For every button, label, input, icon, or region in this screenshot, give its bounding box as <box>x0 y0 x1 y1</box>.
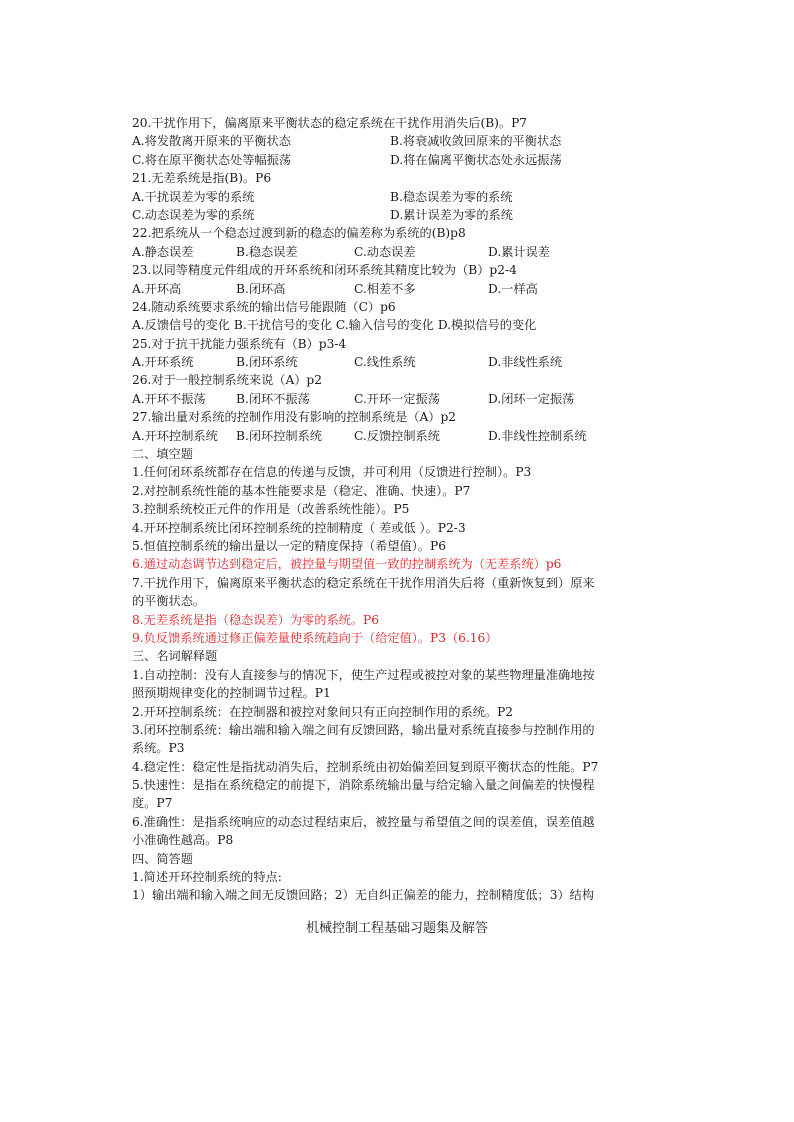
text-line: 6.通过动态调节达到稳定后，被控量与期望值一致的控制系统为（无差系统）p6 <box>132 557 562 572</box>
text-line: 7.干扰作用下，偏离原来平衡状态的稳定系统在干扰作用消失后将（重新恢复到）原来 <box>132 575 595 590</box>
text-line <box>132 151 660 169</box>
text-line: 26.对于一般控制系统来说（A）p2 <box>132 373 322 388</box>
option-item: A.干扰误差为零的系统 <box>132 189 255 204</box>
text-line: 的平衡状态。 <box>132 594 206 609</box>
text-line: 3.控制系统校正元件的作用是（改善系统性能）。P5 <box>132 502 410 517</box>
text-line: 24.随动系统要求系统的输出信号能跟随（C）p6 <box>132 299 396 314</box>
text-line: 1）输出端和输入端之间无反馈回路；2）无自纠正偏差的能力，控制精度低；3）结构 <box>132 888 595 903</box>
option-item: D.闭环一定振荡 <box>488 391 575 406</box>
option-item: B.稳态误差为零的系统 <box>390 189 513 204</box>
text-line: 25.对于抗干扰能力强系统有（B）p3-4 <box>132 336 347 351</box>
text-line <box>132 188 660 206</box>
text-line: 4.稳定性：稳定性是指扰动消失后，控制系统由初始偏差回复到原平衡状态的性能。P7 <box>132 759 599 774</box>
option-item: A.开环不振荡 <box>132 391 206 406</box>
option-item: D.累计误差为零的系统 <box>390 207 513 222</box>
text-line <box>132 243 660 261</box>
text-line: 22.把系统从一个稳态过渡到新的稳态的偏差称为系统的(B)p8 <box>132 226 466 241</box>
text-line <box>132 206 660 224</box>
option-item: A.静态误差 <box>132 244 194 259</box>
text-line: 1.任何闭环系统都存在信息的传递与反馈，并可利用（反馈进行控制）。P3 <box>132 465 532 480</box>
option-item: B.稳态误差 <box>236 244 298 259</box>
text-line <box>132 390 660 408</box>
text-line: 9.负反馈系统通过修正偏差量使系统趋向于（给定值）。P3（6.16） <box>132 630 498 645</box>
option-item: B.闭环控制系统 <box>236 428 322 443</box>
document-title: 机械控制工程基础习题集及解答 <box>305 921 488 936</box>
option-item: D.非线性控制系统 <box>488 428 587 443</box>
option-item: C.反馈控制系统 <box>354 428 440 443</box>
option-item: D.非线性系统 <box>488 355 563 370</box>
text-line: 20.干扰作用下，偏离原来平衡状态的稳定系统在干扰作用消失后(B)。P7 <box>132 116 528 130</box>
text-line: 度。P7 <box>132 796 173 811</box>
option-item: A.将发散离开原来的平衡状态 <box>132 134 291 149</box>
text-line: 二、填空题 <box>132 447 193 462</box>
text-line: 21.无差系统是指(B)。P6 <box>132 171 272 186</box>
option-item: D.累计误差 <box>488 244 550 259</box>
option-item: B.闭环不振荡 <box>236 391 310 406</box>
option-item: B.闭环系统 <box>236 355 298 370</box>
option-item: D.一样高 <box>488 281 538 296</box>
option-item: D.将在偏离平衡状态处永远振荡 <box>390 152 562 167</box>
text-line: 小准确性越高。P8 <box>132 833 234 848</box>
text-line: 三、名词解释题 <box>132 649 218 664</box>
option-item: A.开环控制系统 <box>132 428 218 443</box>
text-line: 3.闭环控制系统：输出端和输入端之间有反馈回路，输出量对系统直接参与控制作用的 <box>132 722 595 737</box>
text-line <box>132 427 660 445</box>
text-line <box>132 280 660 298</box>
text-line: 5.恒值控制系统的输出量以一定的精度保持（希望值）。P6 <box>132 538 446 553</box>
option-item: C.相差不多 <box>354 281 416 296</box>
option-item: C.开环一定振荡 <box>354 391 440 406</box>
option-item: B.闭环高 <box>236 281 286 296</box>
option-item: C.动态误差为零的系统 <box>132 207 255 222</box>
text-line: 1.简述开环控制系统的特点: <box>132 870 282 885</box>
text-line: 8.无差系统是指（稳态误差）为零的系统。P6 <box>132 612 379 627</box>
text-line: 照预期规律变化的控制调节过程。P1 <box>132 686 331 701</box>
text-line: 4.开环控制系统比闭环控制系统的控制精度（ 差或低 ）。P2-3 <box>132 520 466 535</box>
text-line: 1.自动控制：没有人直接参与的情况下，使生产过程或被控对象的某些物理量准确地按 <box>132 667 595 682</box>
text-line: 27.输出量对系统的控制作用没有影响的控制系统是（A）p2 <box>132 410 457 425</box>
text-line: 2.开环控制系统：在控制器和被控对象间只有正向控制作用的系统。P2 <box>132 704 514 719</box>
option-item: A.开环系统 <box>132 355 194 370</box>
text-line: 6.准确性：是指系统响应的动态过程结束后，被控量与希望值之间的误差值，误差值越 <box>132 814 595 829</box>
text-line: 系统。P3 <box>132 741 185 756</box>
option-item: C.线性系统 <box>354 355 416 370</box>
text-line: 5.快速性：是指在系统稳定的前提下，消除系统输出量与给定输入量之间偏差的快慢程 <box>132 778 595 793</box>
text-line <box>132 353 660 371</box>
option-item: B.将衰减收敛回原来的平衡状态 <box>390 134 562 149</box>
text-line: 四、简答题 <box>132 851 193 866</box>
text-line: 2.对控制系统性能的基本性能要求是（稳定、准确、快速）。P7 <box>132 483 471 498</box>
text-line: 23.以同等精度元件组成的开环系统和闭环系统其精度比较为（B）p2-4 <box>132 263 517 278</box>
text-line: A.反馈信号的变化 B.干扰信号的变化 C.输入信号的变化 D.模拟信号的变化 <box>132 318 537 333</box>
document-body <box>132 114 660 905</box>
option-item: A.开环高 <box>132 281 182 296</box>
option-item: C.将在原平衡状态处等幅振荡 <box>132 152 292 167</box>
option-item: C.动态误差 <box>354 244 416 259</box>
text-line <box>132 132 660 150</box>
